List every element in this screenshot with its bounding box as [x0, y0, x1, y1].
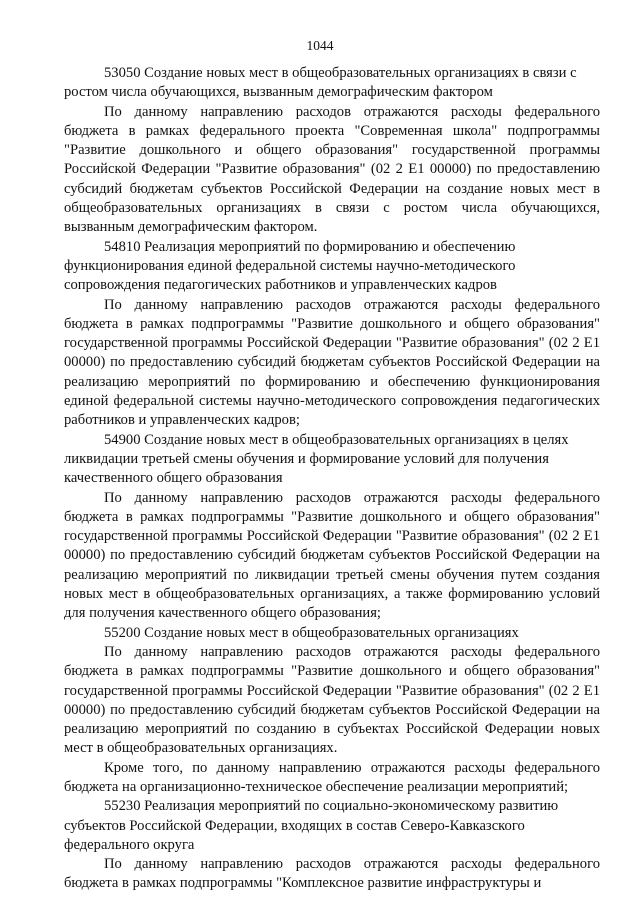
page-number: 1044 [306, 38, 334, 53]
document-body [64, 64, 600, 894]
section-heading-53050: 53050 Создание новых мест в общеобразовательных организациях в связи с ростом числа обучающихся, вызванным демографическим фактором [64, 65, 577, 101]
section-heading-55230: 55230 Реализация мероприятий по социально-экономическому развитию субъектов Российской Федерации, входящих в состав Северо-Кавказского федерального округа [64, 798, 559, 853]
paragraph-55200-additional: Кроме того, по данному направлению отражаются расходы федерального бюджета на организационно-техническое обеспечение реализации мероприятий; [64, 759, 600, 795]
paragraph-55230-description: По данному направлению расходов отражаются расходы федерального бюджета в рамках подпрограммы "Комплексное развитие инфраструктуры и [64, 856, 600, 892]
paragraph-54900-description: По данному направлению расходов отражаются расходы федерального бюджета в рамках подпрограммы "Развитие дошкольного и общего образования" государственной программы Российской Федерации "Развитие образования" (02 2 Е1 00000) по предоставлению субсидий бюджетам субъектов Российской Федерации на реализацию мероприятий по ликвидации третьей смены обучения путем создания новых мест в общеобразовательных организациях, а также формированию условий для получения качественного общего образования; [64, 489, 600, 622]
paragraph-55200-description: По данному направлению расходов отражаются расходы федерального бюджета в рамках подпрограммы "Развитие дошкольного и общего образования" государственной программы Российской Федерации "Развитие образования" (02 2 Е1 00000) по предоставлению субсидий бюджетам субъектов Российской Федерации на реализацию мероприятий по созданию в субъектах Российской Федерации новых мест в общеобразовательных организациях. [64, 643, 600, 757]
section-heading-55200: 55200 Создание новых мест в общеобразовательных организациях [104, 624, 519, 641]
paragraph-53050-description: По данному направлению расходов отражаются расходы федерального бюджета в рамках федерального проекта "Современная школа" подпрограммы "Развитие дошкольного и общего образования" государственной программы Российской Федерации "Развитие образования" (02 2 Е1 00000) по предоставлению субсидий бюджетам субъектов Российской Федерации на создание новых мест в общеобразовательных организациях в связи с ростом числа обучающихся, вызванным демографическим фактором. [64, 103, 600, 236]
section-heading-54900: 54900 Создание новых мест в общеобразовательных организациях в целях ликвидации третьей смены обучения и формирование условий для получения качественного общего образования [64, 431, 569, 487]
paragraph-54810-description: По данному направлению расходов отражаются расходы федерального бюджета в рамках подпрограммы "Развитие дошкольного и общего образования" государственной программы Российской Федерации "Развитие образования" (02 2 Е1 00000) по предоставлению субсидий бюджетам субъектов Российской Федерации на реализацию мероприятий по формированию и обеспечению функционирования единой федеральной системы научно-методического сопровождения педагогических работников и управленческих кадров; [64, 296, 600, 429]
section-heading-54810: 54810 Реализация мероприятий по формированию и обеспечению функционирования единой федеральной системы научно-методического сопровождения педагогических работников и управленческих кадров [64, 238, 516, 294]
